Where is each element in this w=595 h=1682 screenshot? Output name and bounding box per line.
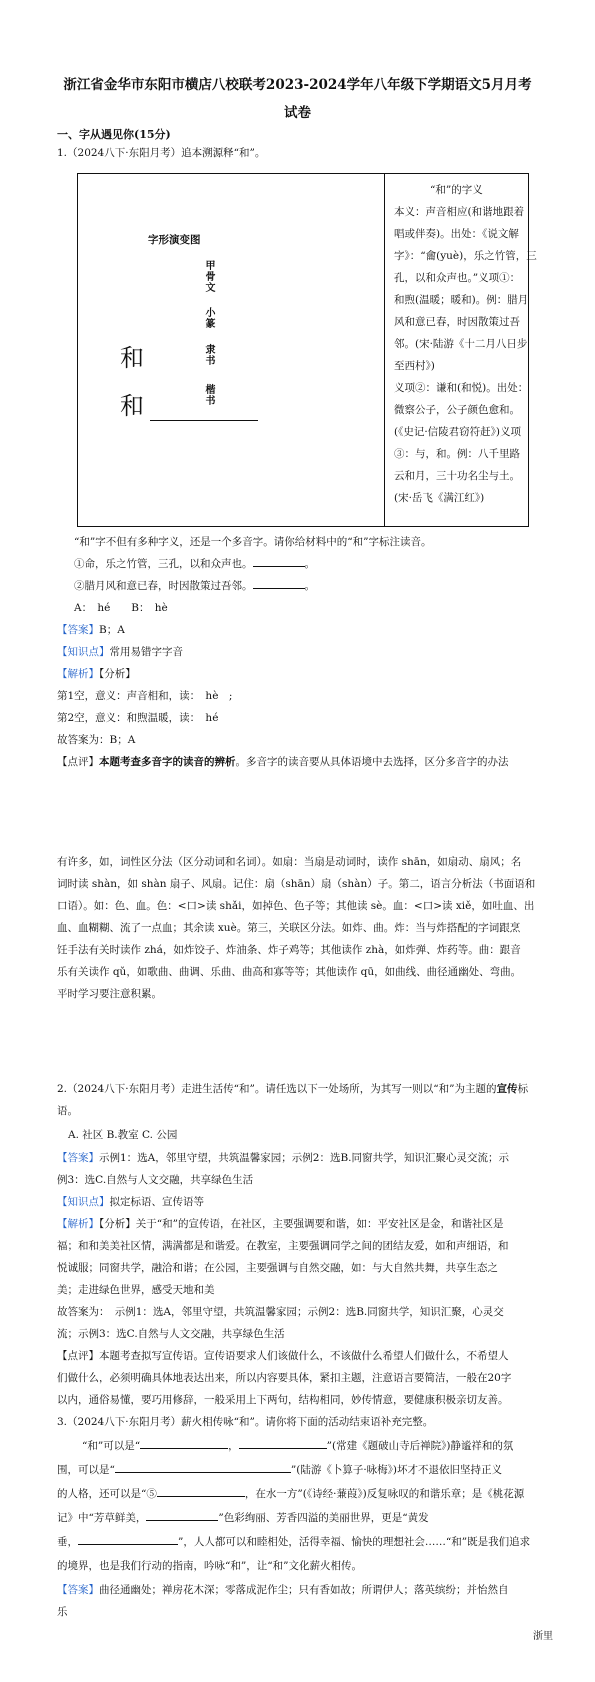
- q1-answer: 【答案】B；A: [57, 624, 125, 636]
- table-right-line: 微察公子，公子颜色愈和。: [394, 404, 520, 416]
- q1-line-1: 第1空，意义：声音相和，读： hè ;: [57, 690, 233, 702]
- q2-comment-3: 以内，通俗易懂，要巧用修辞，一般采用上下两句，结构相同，妙传情意，要健康积极亲切友善。: [57, 1394, 509, 1406]
- blank-8[interactable]: [78, 1532, 178, 1545]
- table-right-line: “和”的字义: [430, 184, 483, 196]
- q1-item-2: ②腊月风和意已春，时因散策过吾邻。 。: [74, 575, 574, 597]
- table-right-line: 字》：“龠(yuè)，乐之竹管，三: [394, 250, 537, 262]
- table-left-title: 字形演变图: [148, 234, 201, 246]
- q2-answer-2: 例3：选C.自然与人文交融，共享绿色生活: [57, 1174, 254, 1186]
- q1-knowledge-point: 【知识点】常用易错字字音: [57, 646, 183, 658]
- q3-answer-2: 乐: [57, 1606, 68, 1618]
- q1-line-2: 第2空，意义：和煦温暖，读： hé: [57, 712, 219, 724]
- q3-stem: 3.（2024八下·东阳月考）薪火相传咏“和”。请你将下面的活动结束语补充完整。: [57, 1416, 434, 1428]
- q1-analysis: 【解析】【分析】: [57, 668, 136, 680]
- table-divider: [384, 174, 385, 526]
- section-heading: 一、字从遇见你(15分): [57, 128, 171, 141]
- q3-line-5: 垂， ”，人人都可以和睦相处，活得幸福、愉快的理想社会……“和”既是我们追求: [57, 1531, 557, 1553]
- q2-analysis-4: 美；走进绿色世界，感受天地和美: [57, 1284, 215, 1296]
- char-kaishu: 和: [120, 392, 144, 420]
- comment-line: 血、血糊糊、流了一点血；其余读 xuè。第三，关联区分法。如炸、曲。炸：当与炸搭配的字词跟烹: [57, 922, 521, 934]
- hanzi-table: [77, 173, 537, 527]
- char-underline: [150, 420, 258, 421]
- comment-line: 有许多，如，词性区分法（区分动词和名词）。如扇：当扇是动词时，读作 shān，如扇动、扇风；名: [57, 856, 522, 868]
- blank-3[interactable]: [140, 1436, 228, 1449]
- comment-line: 乐有关读作 qǔ，如歌曲、曲调、乐曲、曲高和寡等等；其他读作 qū，如曲线、曲径通幽处、弯曲。: [57, 966, 522, 978]
- q2-options: A. 社区 B.教室 C. 公园: [68, 1129, 178, 1141]
- q2-analysis-1: 【解析】【分析】关于“和”的宣传语，在社区，主要强调要和谐，如：平安社区是金，和谐社区是: [57, 1218, 504, 1230]
- table-right-line: (《史记·信陵君窃符赶》)义项: [394, 426, 522, 438]
- blank-6[interactable]: [157, 1484, 245, 1497]
- table-right-line: 本义：声音相应(和谐地跟着: [394, 206, 525, 218]
- q1-stem: 1.（2024八下·东阳月考）追本溯源释“和”。: [57, 147, 266, 159]
- comment-line: 词时读 shàn，如 shàn 扇子、风扇。记住：扇（shān）扇（shàn）子。第二，语言分析法（书面语和: [57, 878, 536, 890]
- comment-line: 口语）。如：色、血。色：<口>读 shǎi，如掉色、色子等；其他读 sè。血：<口>读 xiě，如吐血、出: [57, 900, 535, 912]
- table-right-line: 和煦(温暖；暖和)。例：腊月: [394, 294, 529, 306]
- blank-4[interactable]: [239, 1436, 327, 1449]
- q3-line-2: 围，可以是“ ”(陆游《卜算子·咏梅》)坏才不退依旧坚持正义: [57, 1459, 557, 1481]
- q3-answer-1: 【答案】曲径通幽处；禅房花木深；零落成泥作尘；只有香如故；所谓伊人；落英缤纷；并怡然自: [57, 1584, 509, 1596]
- q2-knowledge-point: 【知识点】拟定标语、宣传语等: [57, 1196, 204, 1208]
- q2-stem: 2.（2024八下·东阳月考）走进生活传“和”。请任选以下一处场所，为其写一则以“和”为主题的宣传标: [57, 1083, 529, 1095]
- blank-7[interactable]: [146, 1508, 218, 1521]
- table-right-line: 云和月，三十功名尘与土。: [394, 470, 520, 482]
- char-lishu: 和: [120, 344, 144, 372]
- label-lishu: 隶书: [203, 344, 214, 366]
- q1-item-1: ①命，乐之竹管，三孔，以和众声也。 。: [74, 553, 574, 575]
- q3-line-4: 记》中“芳草鲜美， ”色彩绚丽、芳香四溢的美丽世界，更是“黄发: [57, 1507, 557, 1529]
- q3-line-6: 的境界，也是我们行动的指南，吟咏“和”，让“和”文化薪火相传。: [57, 1560, 362, 1572]
- table-right-line: 义项②：谦和(和悦)。出处：: [394, 382, 529, 394]
- q2-analysis-6: 流；示例3：选C.自然与人文交融，共享绿色生活: [57, 1328, 285, 1340]
- q1-final: 故答案为：B；A: [57, 734, 136, 746]
- label-jiaguwen: 甲骨文: [203, 260, 214, 293]
- table-right-line: 邻。(宋·陆游《十二月八日步: [394, 338, 528, 350]
- q2-stem-2: 语。: [57, 1105, 78, 1117]
- label-xiaozhuan: 小篆: [203, 307, 214, 329]
- title-line-1: 浙江省金华市东阳市横店八校联考2023-2024学年八年级下学期语文5月月考: [63, 77, 532, 93]
- table-right-line: 至西村》): [394, 360, 435, 372]
- blank-2[interactable]: [253, 576, 305, 589]
- q2-comment-1: 【点评】本题考查拟写宣传语。宣传语要求人们该做什么，不该做什么希望人们做什么，不希望人: [57, 1350, 509, 1362]
- table-right-line: 孔，以和众声也。”义项①：: [394, 272, 521, 284]
- blank-5[interactable]: [115, 1460, 291, 1473]
- label-kaishu: 楷书: [203, 384, 214, 406]
- q2-analysis-3: 悦诚服；同窗共学，融洽和谐；在公园，主要强调与自然交融，如：与大自然共舞，共享生态之: [57, 1262, 498, 1274]
- q1-options: A： hé B： hè: [74, 602, 168, 614]
- q1-comment: 【点评】本题考查多音字的读音的辨析。多音字的读音要从具体语境中去选择，区分多音字的办法: [57, 756, 509, 768]
- q1-instruction: “和”字不但有多种字义，还是一个多音字。请你给材料中的“和”字标注读音。: [74, 536, 432, 548]
- q2-answer-1: 【答案】示例1：选A，邻里守望，共筑温馨家园；示例2：选B.同窗共学，知识汇聚心灵交流；示: [57, 1152, 509, 1164]
- table-right-line: 风和意已春，时因散策过吾: [394, 316, 520, 328]
- table-right-line: 唱或伴奏)。出处：《说文解: [394, 228, 519, 240]
- comment-line: 平时学习要注意积累。: [57, 988, 162, 1000]
- q2-analysis-5: 故答案为： 示例1：选A，邻里守望，共筑温馨家园；示例2：选B.同窗共学，知识汇聚，心灵交: [57, 1306, 504, 1318]
- q3-line-1: “和”可以是“ ， ”(常建《题破山寺后禅院》)静谧祥和的氛: [82, 1435, 582, 1457]
- page-footer: 浙里: [533, 1631, 553, 1642]
- q2-comment-2: 们做什么，必须明确具体地表达出来，所以内容要具体，紧扣主题，注意语言要简洁，一般在20字: [57, 1372, 512, 1384]
- table-right-text: [394, 179, 537, 509]
- blank-1[interactable]: [253, 554, 305, 567]
- q3-line-3: 的人格，还可以是“⑤ ，在水一方”(《诗经·蒹葭》)反复咏叹的和谐乐章；是《桃花源: [57, 1483, 557, 1505]
- table-right-line: ③：与，和。例：八千里路: [394, 448, 520, 460]
- comment-line: 饪手法有关时读作 zhá，如炸饺子、炸油条、炸子鸡等；其他读作 zhà，如炸弹、炸药等。曲：跟音: [57, 944, 521, 956]
- title-line-2: 试卷: [284, 105, 311, 121]
- table-right-line: (宋·岳飞《满江红》): [394, 492, 485, 504]
- q2-analysis-2: 福；和和美美社区情，满满都是和谐爱。在教室，主要强调同学之间的团结友爱，如和声细语，和: [57, 1240, 509, 1252]
